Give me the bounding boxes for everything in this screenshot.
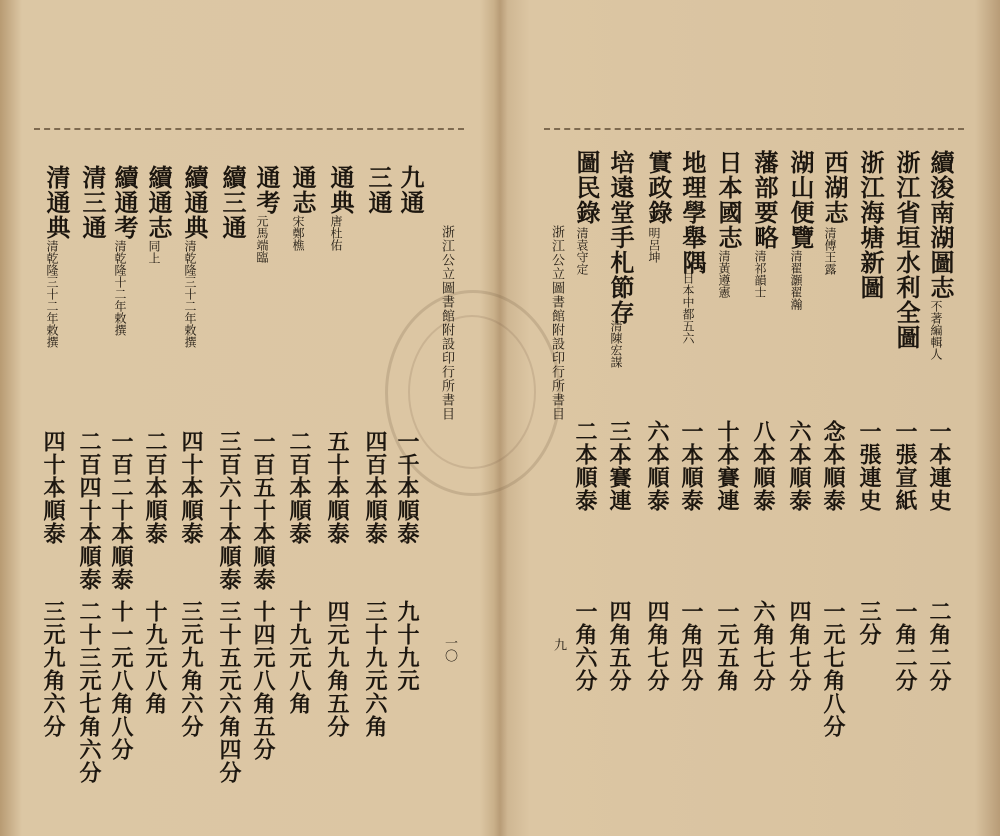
volume-count: 四十本順泰	[178, 430, 204, 545]
price: 四角七分	[786, 600, 812, 692]
book-title: 西湖志	[820, 150, 849, 225]
price: 六角七分	[750, 600, 776, 692]
author-note: 同上	[147, 240, 161, 264]
volume-count: 一張宣紙	[892, 420, 918, 512]
volume-count: 念本順泰	[820, 420, 846, 512]
book-title: 九通	[396, 165, 425, 215]
book-title: 浙江海塘新圖	[856, 150, 885, 300]
price: 三十九元六角	[362, 600, 388, 738]
price: 十一元八角八分	[108, 600, 134, 761]
book-title: 地理學舉隅	[678, 150, 707, 275]
volume-count: 一本順泰	[678, 420, 704, 512]
left-page-cut-line	[34, 128, 464, 130]
book-title: 培遠堂手札節存	[606, 150, 635, 325]
price: 一角四分	[678, 600, 704, 692]
price: 九十九元	[394, 600, 420, 692]
left-page	[20, 0, 494, 836]
book-title: 續通考	[110, 165, 139, 240]
author-note: 元馬端臨	[255, 215, 269, 263]
author-note: 清翟灝翟瀚	[789, 250, 803, 310]
right-page-cut-line	[544, 128, 964, 130]
price: 十九元八角	[286, 600, 312, 715]
right-page-number: 九	[551, 638, 566, 651]
volume-count: 一百二十本順泰	[108, 430, 134, 591]
book-title: 藩部要略	[750, 150, 779, 250]
volume-count: 六本順泰	[644, 420, 670, 512]
volume-count: 十本賽連	[714, 420, 740, 512]
price: 十九元八角	[142, 600, 168, 715]
author-note: 不著編輯人	[929, 300, 943, 360]
book-title: 續通志	[144, 165, 173, 240]
price: 一角二分	[892, 600, 918, 692]
book-title: 通志	[288, 165, 317, 215]
price: 一元七角八分	[820, 600, 846, 738]
price: 一角六分	[572, 600, 598, 692]
author-note: 唐杜佑	[329, 215, 343, 251]
volume-count: 一本連史	[926, 420, 952, 512]
price: 三十五元六角四分	[216, 600, 242, 784]
author-note: 日本中都五六	[681, 272, 695, 344]
volume-count: 四十本順泰	[40, 430, 66, 545]
price: 四角七分	[644, 600, 670, 692]
author-note: 清黃遵憲	[717, 250, 731, 298]
volume-count: 二本順泰	[572, 420, 598, 512]
book-title: 清通典	[42, 165, 71, 240]
right-page-header: 浙江公立圖書館附設印行所書目	[549, 225, 564, 421]
price: 一元五角	[714, 600, 740, 692]
book-title: 清三通	[78, 165, 107, 240]
book-title: 三通	[364, 165, 393, 215]
volume-count: 六本順泰	[786, 420, 812, 512]
volume-count: 一千本順泰	[394, 430, 420, 545]
volume-count: 五十本順泰	[324, 430, 350, 545]
price: 三分	[856, 600, 882, 646]
author-note: 清乾隆三十二年敕撰	[183, 240, 197, 348]
price: 二角二分	[926, 600, 952, 692]
book-title: 續通典	[180, 165, 209, 240]
volume-count: 三百六十本順泰	[216, 430, 242, 591]
volume-count: 二百本順泰	[142, 430, 168, 545]
volume-count: 八本順泰	[750, 420, 776, 512]
book-title: 通考	[252, 165, 281, 215]
book-title: 實政錄	[644, 150, 673, 225]
book-title: 日本國志	[714, 150, 743, 250]
author-note: 清乾隆十二年敕撰	[113, 240, 127, 336]
book-title: 湖山便覽	[786, 150, 815, 250]
book-title: 續浚南湖圖志	[926, 150, 955, 300]
left-page-number: 一〇	[442, 636, 457, 662]
price: 四元九角五分	[324, 600, 350, 738]
volume-count: 二百本順泰	[286, 430, 312, 545]
author-note: 清乾隆三十二年敕撰	[45, 240, 59, 348]
price: 三元九角六分	[40, 600, 66, 738]
author-note: 宋鄭樵	[291, 215, 305, 251]
author-note: 清祁韻士	[753, 250, 767, 298]
volume-count: 四百本順泰	[362, 430, 388, 545]
volume-count: 一百五十本順泰	[250, 430, 276, 591]
price: 三元九角六分	[178, 600, 204, 738]
author-note: 清袁守定	[575, 227, 589, 275]
author-note: 清陳宏謀	[609, 320, 623, 368]
book-title: 續三通	[218, 165, 247, 240]
price: 四角五分	[606, 600, 632, 692]
price: 十四元八角五分	[250, 600, 276, 761]
right-page	[504, 0, 980, 836]
left-page-header: 浙江公立圖書館附設印行所書目	[439, 225, 454, 421]
volume-count: 一張連史	[856, 420, 882, 512]
book-title: 浙江省垣水利全圖	[892, 150, 921, 350]
volume-count: 二百四十本順泰	[76, 430, 102, 591]
book-title: 通典	[326, 165, 355, 215]
author-note: 清傅王露	[823, 227, 837, 275]
book-title: 圖民錄	[572, 150, 601, 225]
volume-count: 三本賽連	[606, 420, 632, 512]
author-note: 明呂坤	[647, 227, 661, 263]
price: 二十三元七角六分	[76, 600, 102, 784]
